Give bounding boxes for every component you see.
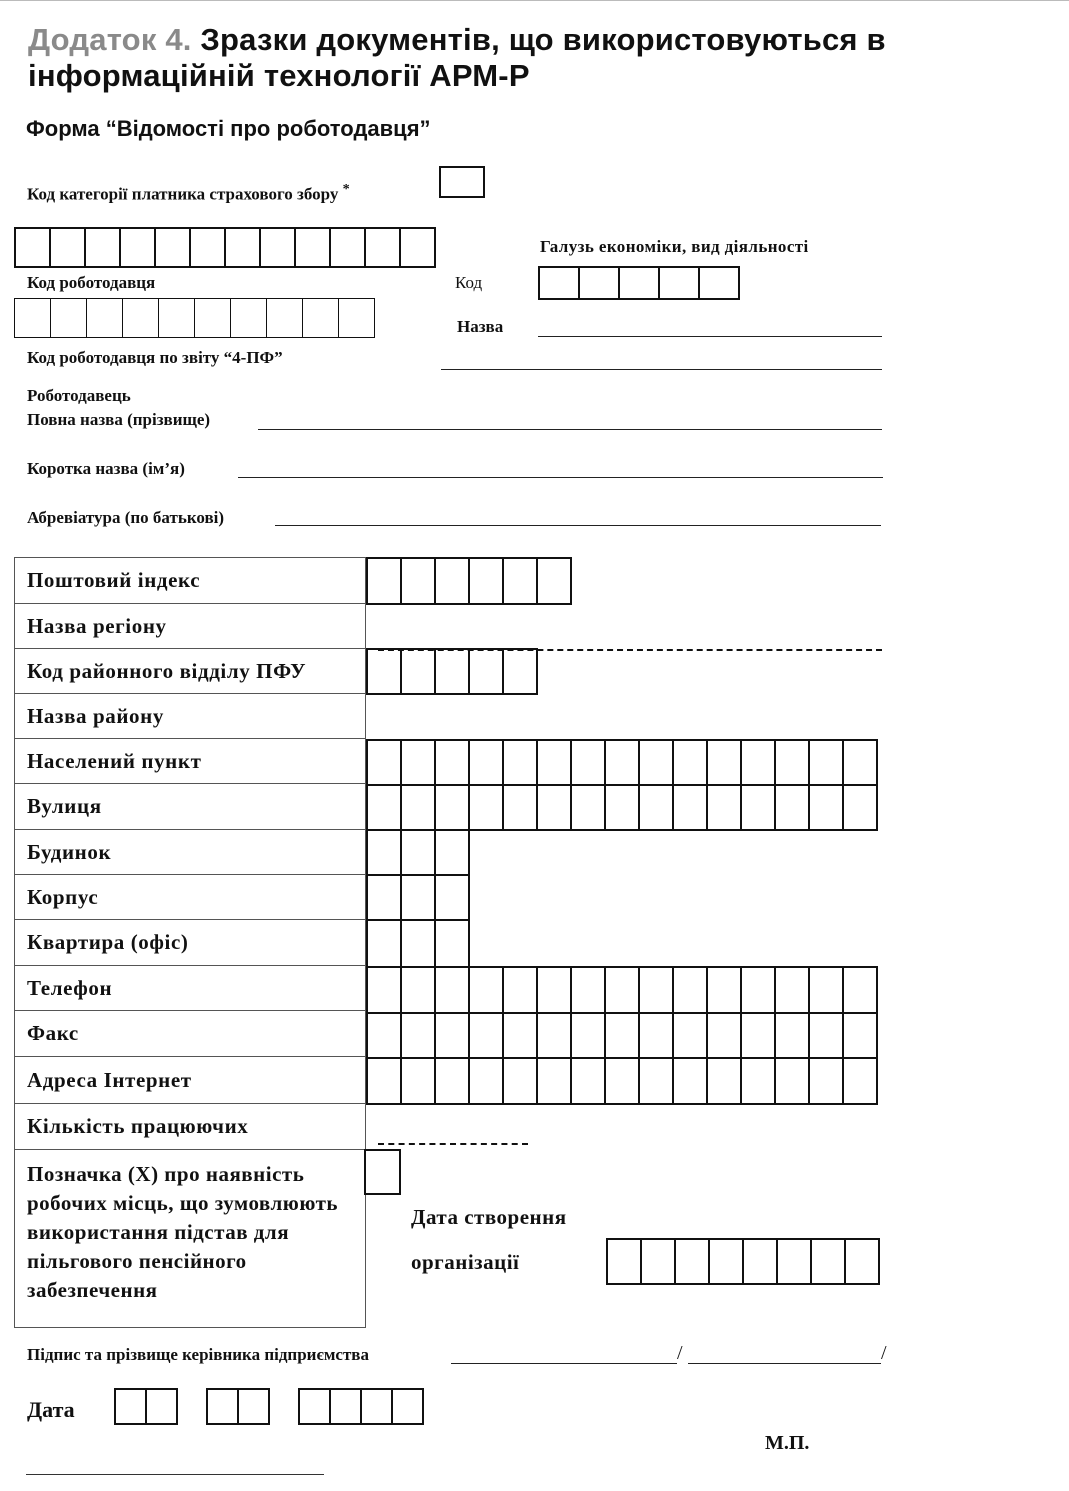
apartment-boxes[interactable] (366, 919, 470, 968)
payer-category-asterisk: * (342, 181, 350, 197)
creation-date-label-1: Дата створення (411, 1205, 567, 1229)
surname-line[interactable] (688, 1363, 881, 1364)
internet-address-boxes[interactable] (366, 1057, 878, 1105)
payer-category-box[interactable] (439, 166, 485, 198)
employer-code-label: Код роботодавця (27, 273, 156, 292)
signature-label: Підпис та прізвище керівника підприємства (27, 1345, 369, 1364)
apartment-label: Квартира (офіс) (14, 920, 366, 966)
abbreviation-label: Абревіатура (по батькові) (27, 508, 225, 527)
house-label: Будинок (14, 830, 366, 875)
industry-code-boxes[interactable] (538, 266, 740, 300)
preferential-mark-box[interactable] (364, 1149, 401, 1195)
payer-category-label (27, 181, 350, 205)
date-day-boxes[interactable] (114, 1388, 178, 1425)
phone-label: Телефон (14, 966, 366, 1011)
internet-address-label: Адреса Інтернет (14, 1057, 366, 1104)
fax-boxes[interactable] (366, 1012, 878, 1059)
region-name-label: Назва регіону (14, 604, 366, 649)
postal-code-label: Поштовий індекс (14, 557, 366, 604)
employees-count-dashes[interactable] (378, 1143, 528, 1145)
postal-code-boxes[interactable] (366, 557, 572, 605)
employer-code-boxes[interactable] (14, 227, 436, 268)
signature-slash-2: / (881, 1342, 887, 1364)
locality-label: Населений пункт (14, 739, 366, 784)
employer-code-4pf-label: Код роботодавця по звіту “4-ПФ” (27, 348, 283, 367)
appendix-heading (28, 22, 886, 94)
phone-boxes[interactable] (366, 966, 878, 1014)
employer-label: Роботодавець (27, 386, 131, 405)
stamp-place: М.П. (765, 1432, 810, 1454)
street-label: Вулиця (14, 784, 366, 830)
creation-date-label-2: організації (411, 1250, 520, 1274)
district-office-code-boxes[interactable] (366, 648, 538, 695)
signature-slash-1: / (677, 1342, 683, 1364)
signature-line[interactable] (451, 1363, 677, 1364)
heading-line-1: Зразки документів, що використовуються в (191, 22, 886, 57)
industry-label: Галузь економіки, вид діяльності (540, 237, 809, 256)
street-boxes[interactable] (366, 784, 878, 831)
industry-code-label: Код (455, 273, 483, 292)
short-name-label: Коротка назва (ім’я) (27, 459, 185, 478)
footnote-rule (26, 1474, 324, 1475)
employees-count-label: Кількість працюючих (14, 1104, 366, 1150)
industry-name-line-2[interactable] (441, 369, 882, 370)
top-rule (0, 0, 1069, 1)
payer-category-text: Код категорії платника страхового збору (27, 184, 339, 204)
fax-label: Факс (14, 1011, 366, 1057)
employer-code-4pf-boxes[interactable] (14, 298, 375, 338)
preferential-note: Позначка (Х) про наявність робочих місць, що зумовлюють використання підстав для пільгового пенсійного забезпечення (27, 1162, 339, 1302)
industry-name-line[interactable] (538, 336, 882, 337)
building-boxes[interactable] (366, 874, 470, 921)
district-office-code-label: Код районного відділу ПФУ (14, 649, 366, 694)
date-label: Дата (27, 1397, 75, 1422)
locality-boxes[interactable] (366, 739, 878, 786)
date-month-boxes[interactable] (206, 1388, 270, 1425)
house-boxes[interactable] (366, 829, 470, 876)
creation-date-boxes[interactable] (606, 1238, 880, 1285)
district-name-label: Назва району (14, 694, 366, 739)
full-name-line[interactable] (258, 429, 882, 430)
full-name-label: Повна назва (прізвище) (27, 410, 211, 429)
building-label: Корпус (14, 875, 366, 920)
industry-name-label: Назва (457, 317, 504, 336)
abbreviation-line[interactable] (275, 525, 881, 526)
short-name-line[interactable] (238, 477, 883, 478)
appendix-number: Додаток 4. (28, 22, 192, 57)
form-title: Форма “Відомості про роботодавця” (26, 116, 431, 141)
heading-line-2: інформаційній технології АРМ-Р (28, 58, 530, 93)
date-year-boxes[interactable] (298, 1388, 424, 1425)
